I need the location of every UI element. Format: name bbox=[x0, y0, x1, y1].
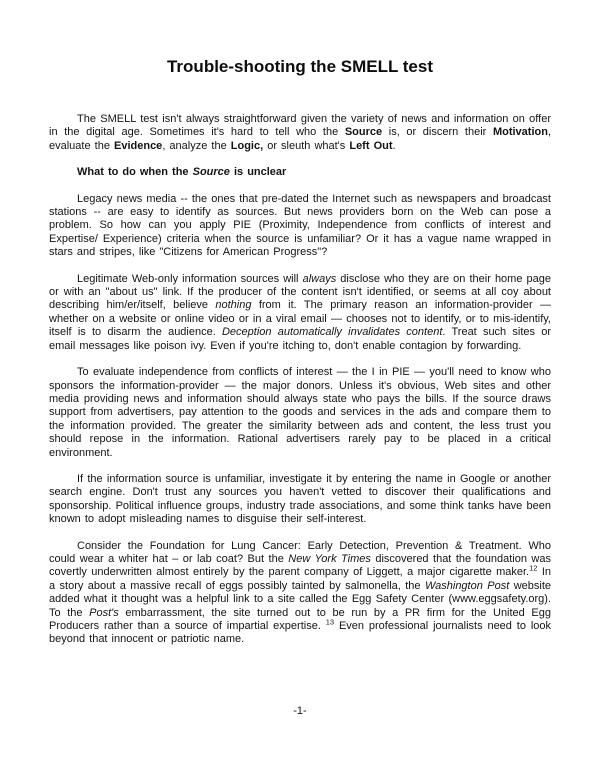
text-run-italic: Post's bbox=[89, 606, 119, 619]
text-run-bold: Evidence bbox=[114, 139, 163, 152]
text-run-italic: nothing bbox=[215, 299, 252, 312]
text-run: embarrassment, the site turned out to be run by a PR firm for the United Egg Producers rather than a source of impartial expertise. bbox=[49, 606, 551, 632]
text-run: discovered that the foundation was covertly underwritten almost entirely by the parent company of Liggett, a major cigarette maker. bbox=[49, 552, 551, 579]
text-run: from it. The primary reason an information-provider — whether on a website or online video or in a viral email — chooses not to identify, or to mis-identify, itself is to disarm the audience. bbox=[49, 299, 551, 339]
text-run: Legitimate Web-only information sources will bbox=[77, 272, 303, 285]
footnote-marker-12: 12 bbox=[529, 563, 538, 573]
text-run-bold: is unclear bbox=[229, 166, 287, 179]
text-run: . bbox=[392, 139, 396, 152]
text-run: website added what it thought was a helpful link to a site called the Egg Safety Center (www.eggsafety.org). To the bbox=[49, 579, 551, 619]
text-run: , evaluate the bbox=[49, 126, 551, 152]
text-run-italic: Deception automatically invalidates content bbox=[221, 326, 443, 339]
page-number: -1- bbox=[293, 705, 307, 717]
foundation-example-paragraph bbox=[49, 540, 551, 647]
text-run-bold-italic: Source bbox=[192, 166, 230, 179]
text-run: Even professional journalists need to look beyond that innocent or patriotic name. bbox=[49, 620, 551, 646]
section-heading bbox=[49, 166, 551, 179]
text-run-bold: Motivation bbox=[492, 126, 548, 139]
text-run-italic: always bbox=[302, 272, 337, 285]
text-run-italic: Washington Post bbox=[424, 579, 510, 592]
text-run: The SMELL test isn't always straightforward given the variety of news and information on offer in the digital age. Sometimes it's hard to tell who the bbox=[49, 113, 551, 139]
legitimate-sources-paragraph bbox=[49, 273, 551, 353]
document-title: Trouble-shooting the SMELL test bbox=[166, 57, 433, 76]
footnote-marker-13: 13 bbox=[325, 617, 335, 627]
text-run: . Treat such sites or email messages like poison ivy. Even if you're itching to, don't enable contagion by forwarding. bbox=[49, 326, 551, 352]
text-run-italic: New York Times bbox=[288, 552, 371, 565]
text-run-bold: Logic, bbox=[230, 139, 264, 152]
text-run: In a story about a massive recall of eggs possibly tainted by salmonella, the bbox=[49, 566, 551, 592]
text-run: Legacy news media -- the ones that pre-dated the Internet such as newspapers and broadcast stations -- are easy to identify as sources. But news providers born on the Web can pose a problem. So how can you apply PIE (Proximity, Independence from conflicts of interest and Expertise/ Experience) criteria when the source is unfamiliar? Or it has a vague name wrapped in stars and stripes, like "Citizens for American Progress"? bbox=[49, 192, 551, 259]
text-run: disclose who they are on their home page or with an "about us" link. If the producer of the content isn't identified, or seems at all coy about describing him/er/itself, believe bbox=[49, 272, 551, 312]
text-run: is, or discern their bbox=[382, 126, 493, 139]
text-run-bold: Source bbox=[344, 126, 383, 139]
text-run-bold: Left Out bbox=[349, 139, 393, 152]
text-run: If the information source is unfamiliar, investigate it by entering the name in Google or another search engine. Don't trust any sources you haven't vetted to discover their qualifications and sponsorship. Political influence groups, industry trade associations, and some think tanks have been known to adopt misleading names to disguise their self-interest. bbox=[49, 472, 551, 526]
unfamiliar-source-paragraph bbox=[49, 473, 551, 527]
text-run: Consider the Foundation for Lung Cancer: Early Detection, Prevention & Treatment. Who could wear a whiter hat – or lab coat? But the bbox=[49, 539, 551, 565]
legacy-media-paragraph bbox=[49, 193, 551, 260]
intro-paragraph bbox=[49, 113, 551, 153]
text-run: , analyze the bbox=[162, 139, 231, 152]
text-run: To evaluate independence from conflicts of interest — the I in PIE — you'll need to know who sponsors the information-provider — the major donors. Unless it's obvious, Web sites and other media providing news and information should always state who pays the bills. If the source draws support from advertisers, pay attention to the goods and services in the ads and compare them to the information provided. The greater the similarity between ads and content, the less trust you should repose in the information. Rational advertisers rarely pay to be placed in a critical environment. bbox=[49, 366, 551, 459]
text-run: or sleuth what's bbox=[263, 139, 350, 152]
text-run-bold: What to do when the bbox=[77, 166, 193, 179]
independence-paragraph bbox=[49, 366, 551, 460]
